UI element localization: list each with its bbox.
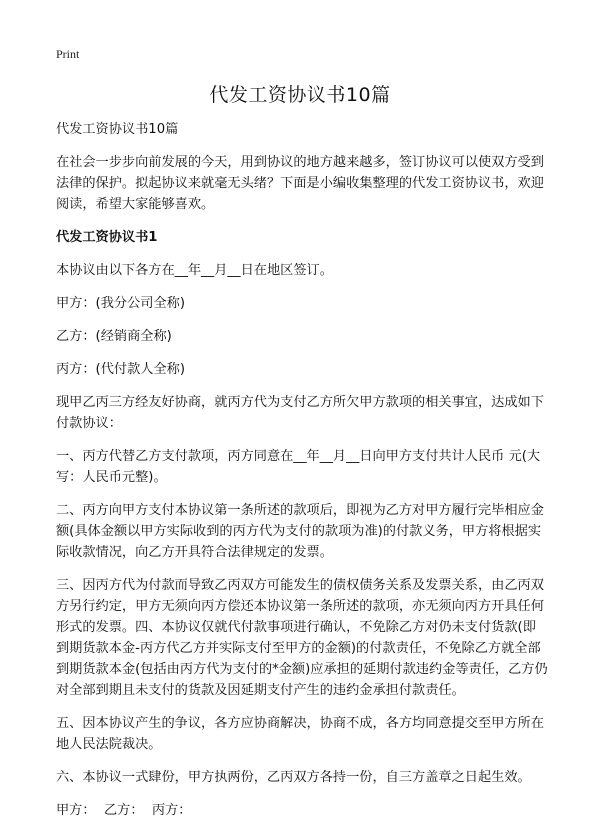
paragraph-party-c: 丙方：(代付款人全称): [56, 362, 185, 377]
paragraph-party-b: 乙方：(经销商全称): [56, 329, 172, 344]
print-label: Print: [56, 47, 80, 61]
paragraph-clause-2: 二、丙方向甲方支付本协议第一条所述的款项后，即视为乙方对甲方履行完毕相应金额(具体金额以甲方实际收到的丙方代为支付的款项为准)的付款义务，甲方将根据实际收款情况，向乙方开具符合法律规定的发票。: [56, 503, 544, 560]
page-title: 代发工资协议书10篇: [209, 84, 391, 106]
paragraph-signing-info: 本协议由以下各方在__年__月__日在地区签订。: [56, 263, 333, 278]
paragraph-preamble: 现甲乙丙三方经友好协商，就丙方代为支付乙方所欠甲方款项的相关事宜，达成如下付款协议：: [56, 395, 544, 431]
document-subtitle: 代发工资协议书10篇: [56, 122, 179, 137]
paragraph-clause-1: 一、丙方代替乙方支付款项，丙方同意在__年__月__日向甲方支付共计人民币 元(大写：人民币元整)。: [56, 449, 541, 485]
document-body: [56, 119, 548, 833]
section-heading: 代发工资协议书1: [56, 230, 158, 245]
paragraph-signatures: 甲方： 乙方： 丙方：: [56, 803, 192, 818]
paragraph-party-a: 甲方：(我分公司全称): [56, 296, 185, 311]
intro-paragraph: 在社会一步步向前发展的今天，用到协议的地方越来越多，签订协议可以使双方受到法律的保护。拟起协议来就毫无头绪？下面是小编收集整理的代发工资协议书，欢迎阅读，希望大家能够喜欢。: [56, 155, 544, 212]
paragraph-clause-5: 五、因本协议产生的争议，各方应协商解决，协商不成，各方均同意提交至甲方所在地人民法院裁决。: [56, 716, 544, 752]
paragraph-clause-6: 六、本协议一式肆份，甲方执两份，乙丙双方各持一份，自三方盖章之日起生效。: [56, 770, 531, 785]
paragraph-clause-3-4: 三、因丙方代为付款而导致乙丙双方可能发生的债权债务关系及发票关系，由乙丙双方另行约定，甲方无须向丙方偿还本协议第一条所述的款项，亦无须向丙方开具任何形式的发票。四、本协议仅就代付款事项进行确认，不免除乙方对仍未支付货款(即到期货款本金-丙方代乙方并实际支付至甲方的金额)的付款责任，不免除乙方就全部到期货款本金(包括由丙方代为支付的*金额)应承担的延期付款违约金等责任，乙方仍对全部到期且未支付的货款及因延期支付产生的违约金承担付款责任。: [56, 578, 548, 698]
